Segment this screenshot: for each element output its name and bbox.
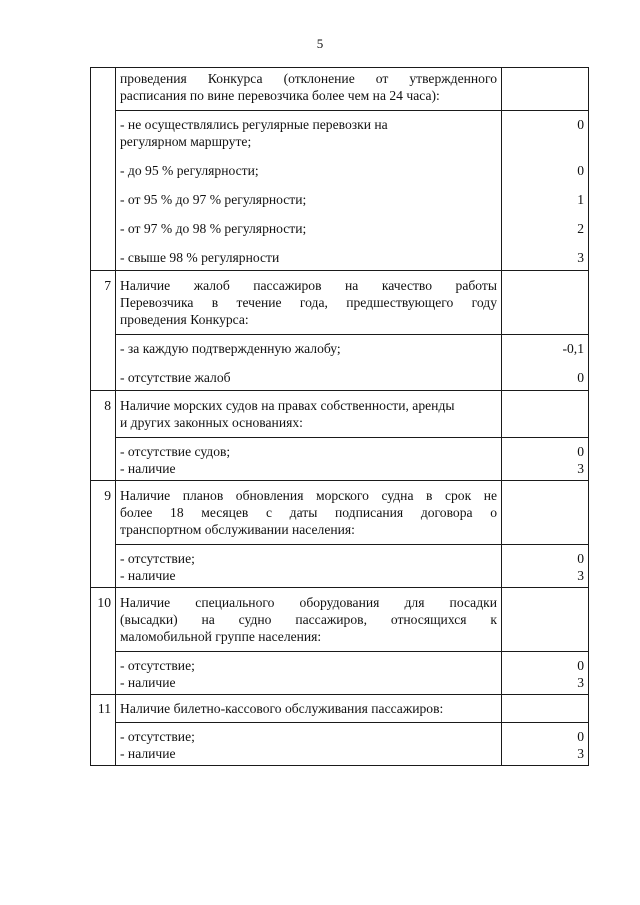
option-score: 0 <box>577 658 584 673</box>
criterion-scores <box>502 111 589 271</box>
option-score: 0 <box>577 163 584 178</box>
criterion-options-row <box>91 652 589 695</box>
criterion-options-row <box>91 723 589 766</box>
option-score: 0 <box>577 370 584 385</box>
criterion-title-line: проведения Конкурса (отклонение от утвержденного <box>120 71 497 86</box>
criterion-heading-row <box>91 271 589 335</box>
option-label: - за каждую подтвержденную жалобу; <box>120 341 341 356</box>
criterion-title <box>116 68 502 111</box>
criterion-number: 8 <box>91 391 116 481</box>
option-label: - отсутствие; <box>120 551 195 566</box>
criterion-scores <box>502 545 589 588</box>
criterion-title-line: более 18 месяцев с даты подписания договора о <box>120 505 497 520</box>
option-label: - от 95 % до 97 % регулярности; <box>120 192 307 207</box>
criterion-number: 10 <box>91 588 116 695</box>
option-score: 0 <box>577 444 584 459</box>
criterion-title <box>116 271 502 335</box>
criterion-title-line: транспортном обслуживании населения: <box>120 522 355 537</box>
criterion-score-empty <box>502 68 589 111</box>
criterion-title <box>116 588 502 652</box>
criterion-title <box>116 481 502 545</box>
option-score: 0 <box>577 551 584 566</box>
option-label: - от 97 % до 98 % регулярности; <box>120 221 307 236</box>
option-score: 2 <box>577 221 584 236</box>
criterion-options-row <box>91 111 589 271</box>
criterion-title-line: (высадки) на судно пассажиров, относящихся к <box>120 612 497 627</box>
criterion-title-line: Наличие морских судов на правах собственности, аренды <box>120 398 455 413</box>
option-label: - отсутствие жалоб <box>120 370 231 385</box>
criterion-number: 7 <box>91 271 116 391</box>
option-label: - свыше 98 % регулярности <box>120 250 280 265</box>
criterion-scores <box>502 438 589 481</box>
criterion-number: 9 <box>91 481 116 588</box>
option-score: 3 <box>577 461 584 476</box>
criterion-options <box>116 335 502 391</box>
criterion-score-empty <box>502 391 589 438</box>
option-label: - не осуществлялись регулярные перевозки на <box>120 117 388 132</box>
criterion-score-empty <box>502 695 589 723</box>
option-label: - отсутствие; <box>120 729 195 744</box>
criterion-title-line: и других законных основаниях: <box>120 415 303 430</box>
criterion-number <box>91 68 116 271</box>
criterion-options <box>116 111 502 271</box>
criterion-options <box>116 652 502 695</box>
criterion-title-line: Наличие планов обновления морского судна в срок не <box>120 488 497 503</box>
option-label: - отсутствие; <box>120 658 195 673</box>
option-score: 3 <box>577 568 584 583</box>
criterion-score-empty <box>502 481 589 545</box>
criterion-heading-row <box>91 481 589 545</box>
criterion-heading-row <box>91 588 589 652</box>
criterion-score-empty <box>502 588 589 652</box>
criterion-scores <box>502 335 589 391</box>
criterion-scores <box>502 723 589 766</box>
option-score: 3 <box>577 250 584 265</box>
option-score: 3 <box>577 746 584 761</box>
criterion-title <box>116 391 502 438</box>
option-score: 1 <box>577 192 584 207</box>
criterion-options-row <box>91 438 589 481</box>
criterion-title-line: Наличие жалоб пассажиров на качество работы <box>120 278 497 293</box>
option-label: - наличие <box>120 461 176 476</box>
option-label: - наличие <box>120 568 176 583</box>
option-label: регулярном маршруте; <box>120 134 252 149</box>
option-label: - отсутствие судов; <box>120 444 231 459</box>
criterion-options <box>116 723 502 766</box>
criterion-options <box>116 545 502 588</box>
criterion-options <box>116 438 502 481</box>
criterion-options-row <box>91 545 589 588</box>
criterion-title-line: расписания по вине перевозчика более чем на 24 часа): <box>120 88 440 103</box>
option-score: -0,1 <box>562 341 584 356</box>
criterion-options-row <box>91 335 589 391</box>
option-label: - наличие <box>120 746 176 761</box>
option-score: 3 <box>577 675 584 690</box>
criterion-title <box>116 695 502 723</box>
option-label: - наличие <box>120 675 176 690</box>
criteria-table <box>90 67 589 766</box>
criterion-title-line: Наличие специального оборудования для посадки <box>120 595 497 610</box>
criterion-heading-row <box>91 68 589 111</box>
criterion-score-empty <box>502 271 589 335</box>
page-number: 5 <box>316 36 324 51</box>
criterion-title-line: Перевозчика в течение года, предшествующего году <box>120 295 497 310</box>
criterion-number: 11 <box>91 695 116 766</box>
option-score: 0 <box>577 729 584 744</box>
criterion-title-line: проведения Конкурса: <box>120 312 249 327</box>
option-score: 0 <box>577 117 584 132</box>
criterion-scores <box>502 652 589 695</box>
criterion-heading-row <box>91 391 589 438</box>
criterion-title-line: маломобильной группе населения: <box>120 629 322 644</box>
criterion-heading-row <box>91 695 589 723</box>
criterion-title-line: Наличие билетно-кассового обслуживания пассажиров: <box>120 701 444 716</box>
option-label: - до 95 % регулярности; <box>120 163 259 178</box>
